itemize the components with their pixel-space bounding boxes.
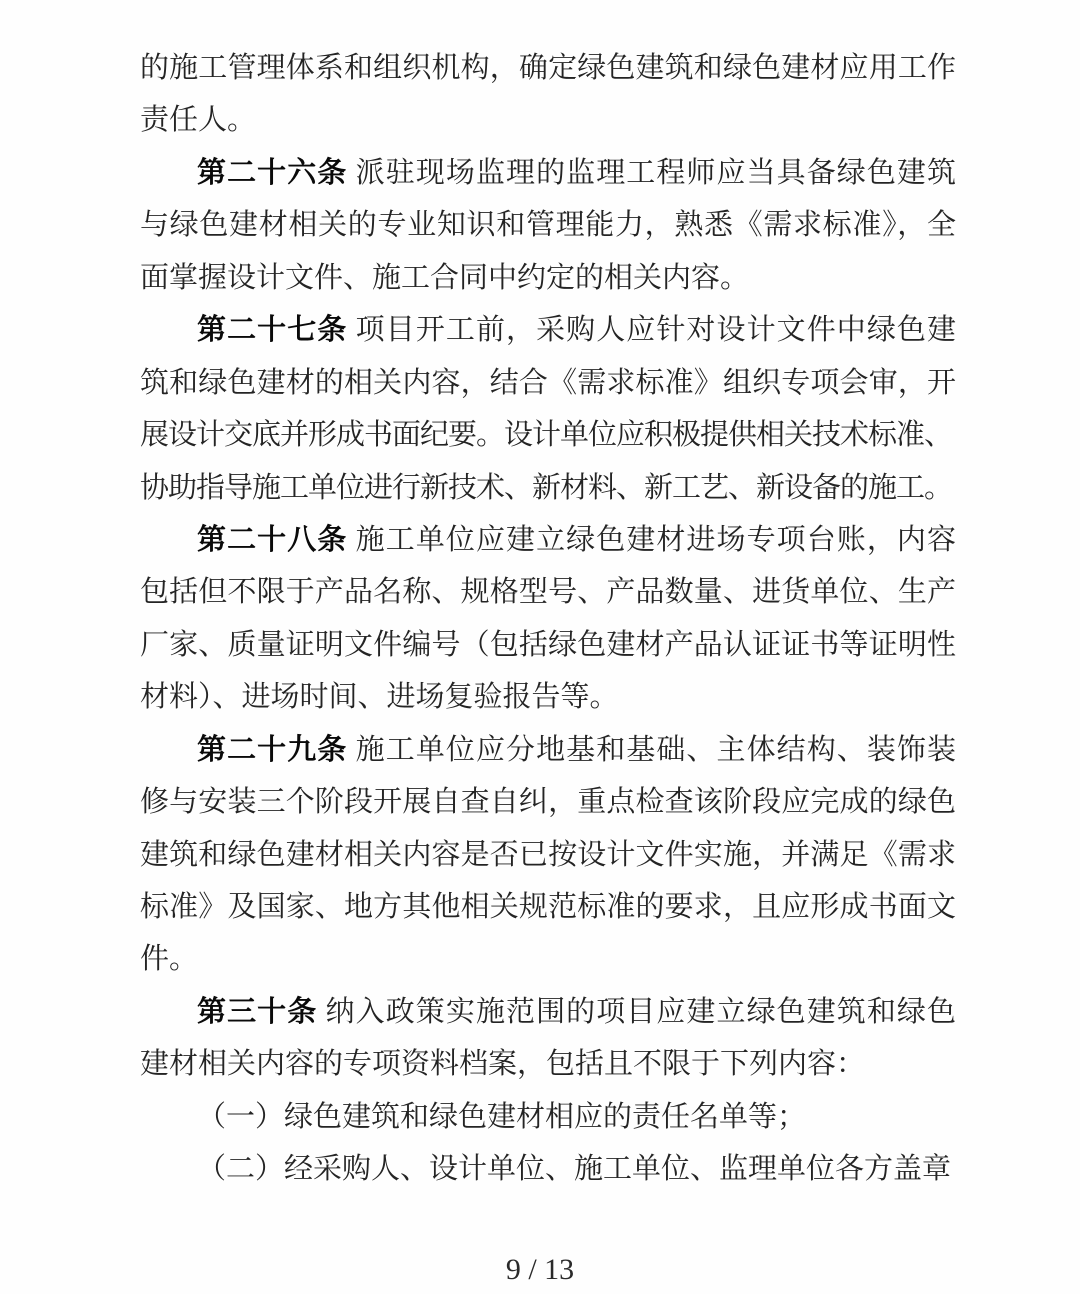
text-segment: 建材相关内容的专项资料档案，包括且不限于下列内容： (140, 1048, 866, 1081)
document-line (140, 671, 956, 723)
document-line (140, 881, 956, 933)
text-segment: 包括但不限于产品名称、规格型号、产品数量、进货单位、生产 (140, 576, 956, 609)
document-line (140, 1143, 956, 1195)
article-number: 第二十七条 (197, 314, 348, 347)
document-line (140, 304, 956, 356)
document-line (140, 462, 956, 514)
document-body (140, 42, 956, 1196)
document-line (140, 147, 956, 199)
text-segment: 与绿色建材相关的专业知识和管理能力，熟悉《需求标准》，全 (140, 209, 956, 242)
text-segment: 材料）、进场时间、进场复验报告等。 (140, 681, 619, 714)
article-number: 第二十八条 (197, 523, 348, 556)
page-number: 9 / 13 (505, 1253, 575, 1286)
text-segment: 面掌握设计文件、施工合同中约定的相关内容。 (140, 261, 750, 294)
document-line (140, 933, 956, 985)
article-number: 第二十六条 (197, 156, 348, 189)
article-number: 第三十条 (197, 995, 318, 1028)
text-segment: 施工单位应分地基和基础、主体结构、装饰装 (347, 733, 956, 766)
article-number: 第二十九条 (197, 733, 348, 766)
text-segment: 派驻现场监理的监理工程师应当具备绿色建筑 (347, 156, 956, 189)
document-line (140, 724, 956, 776)
text-segment: 施工单位应建立绿色建材进场专项台账，内容 (347, 523, 956, 556)
text-segment: 筑和绿色建材的相关内容，结合《需求标准》组织专项会审，开 (140, 366, 956, 399)
document-line (140, 776, 956, 828)
text-segment: 责任人。 (140, 104, 257, 137)
document-line (140, 94, 956, 146)
document-line (140, 252, 956, 304)
text-segment: 厂家、质量证明文件编号（包括绿色建材产品认证证书等证明性 (140, 628, 956, 661)
text-segment: 的施工管理体系和组织机构，确定绿色建筑和绿色建材应用工作 (140, 52, 956, 84)
text-segment: 纳入政策实施范围的项目应建立绿色建筑和绿色 (317, 995, 956, 1028)
document-line (140, 409, 956, 461)
document-line (140, 199, 956, 251)
document-line (140, 829, 956, 881)
text-segment: 展设计交底并形成书面纪要。设计单位应积极提供相关技术标准、 (140, 419, 953, 452)
text-segment: 建筑和绿色建材相关内容是否已按设计文件实施，并满足《需求 (140, 838, 956, 871)
text-segment: 件。 (140, 943, 199, 976)
document-line (140, 514, 956, 566)
document-line (140, 566, 956, 618)
document-line (140, 1038, 956, 1090)
text-segment: 标准》及国家、地方其他相关规范标准的要求，且应形成书面文 (140, 891, 956, 923)
document-line (140, 986, 956, 1038)
document-line (140, 357, 956, 409)
text-segment: 协助指导施工单位进行新技术、新材料、新工艺、新设备的施工。 (140, 471, 953, 504)
document-line (140, 42, 956, 94)
text-segment: （一）绿色建筑和绿色建材相应的责任名单等； (197, 1100, 807, 1133)
document-line (140, 619, 956, 671)
document-line (140, 1091, 956, 1143)
text-segment: 项目开工前，采购人应针对设计文件中绿色建 (347, 314, 956, 347)
text-segment: （二）经采购人、设计单位、施工单位、监理单位各方盖章 (197, 1153, 952, 1186)
text-segment: 修与安装三个阶段开展自查自纠，重点检查该阶段应完成的绿色 (140, 786, 956, 819)
